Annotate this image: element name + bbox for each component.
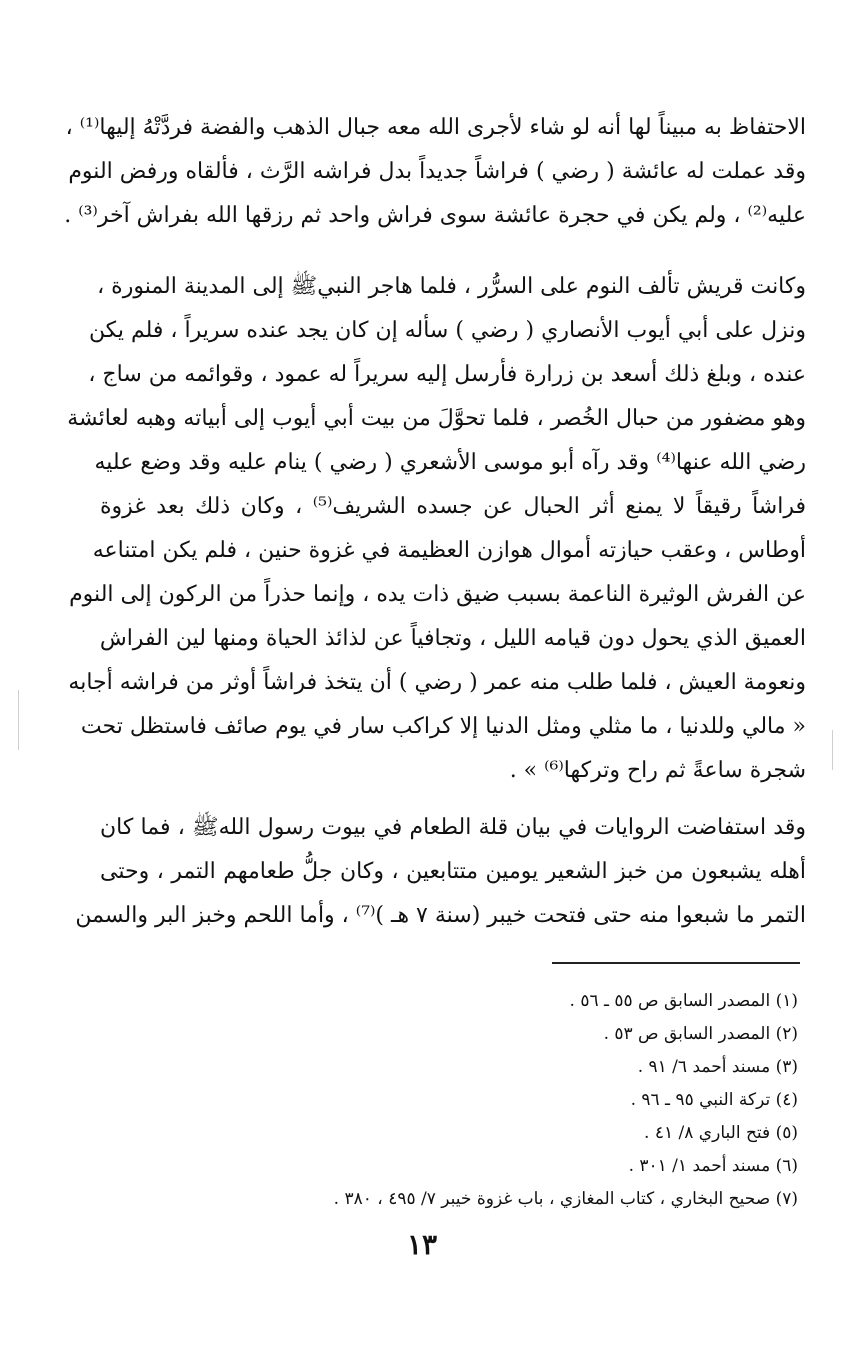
footnote-item: (٥) فتح الباري ٨/ ٤١ . <box>644 1123 798 1143</box>
text-line: الاحتفاظ به مبيناً لها أنه لو شاء لأجرى الله معه جبال الذهب والفضة فردَّتْهُ إليها⁽¹⁾ ، <box>65 115 806 140</box>
footnote-item: (١) المصدر السابق ص ٥٥ ـ ٥٦ . <box>569 991 798 1011</box>
text-line: أوطاس ، وعقب حيازته أموال هوازن العظيمة في غزوة حنين ، فلم يكن امتناعه <box>92 538 806 563</box>
footnote-item: (٤) تركة النبي ٩٥ ـ ٩٦ . <box>630 1090 798 1110</box>
text-line: شجرة ساعةً ثم راح وتركها⁽⁶⁾ » . <box>509 758 806 783</box>
paragraph-1 <box>64 106 806 238</box>
text-line: « مالي وللدنيا ، ما مثلي ومثل الدنيا إلا كراكب سار في يوم صائف فاستظل تحت <box>80 714 806 739</box>
footnote-item: (٢) المصدر السابق ص ٥٣ . <box>603 1024 798 1044</box>
text-line: رضي الله عنها⁽⁴⁾ وقد رآه أبو موسى الأشعري ( رضي ) ينام عليه وقد وضع عليه <box>94 450 806 475</box>
text-line: العميق الذي يحول دون قيامه الليل ، وتجافياً عن لذائذ الحياة ومنها لين الفراش <box>99 626 806 651</box>
text-line: وكانت قريش تألف النوم على السرُّر ، فلما هاجر النبيﷺ إلى المدينة المنورة ، <box>97 274 806 299</box>
text-line: عن الفرش الوثيرة الناعمة بسبب ضيق ذات يده ، وإنما حذراً من الركون إلى النوم <box>69 582 806 607</box>
paragraph-3 <box>75 806 806 938</box>
text-line: أهله يشبعون من خبز الشعير يومين متتابعين ، وكان جلُّ طعامهم التمر ، وحتى <box>100 859 806 884</box>
text-line: فراشاً رقيقاً لا يمنع أثر الحبال عن جسده الشريف⁽⁵⁾ ، وكان ذلك بعد غزوة <box>100 494 807 519</box>
text-line: عليه⁽²⁾ ، ولم يكن في حجرة عائشة سوى فراش واحد ثم رزقها الله بفراش آخر⁽³⁾ . <box>64 203 806 228</box>
scan-artifact <box>832 730 833 770</box>
text-line: وقد عملت له عائشة ( رضي ) فراشاً جديداً بدل فراشه الرَّث ، فألقاه ورفض النوم <box>68 159 806 184</box>
text-line: ونعومة العيش ، فلما طلب منه عمر ( رضي ) أن يتخذ فراشاً أوثر من فراشه أجابه <box>68 670 806 695</box>
footnote-item: (٦) مسند أحمد ١/ ٣٠١ . <box>628 1156 798 1176</box>
footnote-separator <box>552 962 800 964</box>
text-line: وهو مضفور من حبال الخُصر ، فلما تحوَّلَ من بيت أبي أيوب إلى أبياته وهبه لعائشة <box>67 406 806 431</box>
footnotes <box>334 985 798 1216</box>
paragraph-2 <box>67 265 807 793</box>
footnote-item: (٣) مسند أحمد ٦/ ٩١ . <box>637 1057 798 1077</box>
scan-artifact <box>18 690 19 750</box>
page-number: ١٣ <box>406 1228 438 1261</box>
text-line: وقد استفاضت الروايات في بيان قلة الطعام في بيوت رسول اللهﷺ ، فما كان <box>100 815 806 840</box>
text-line: ونزل على أبي أيوب الأنصاري ( رضي ) سأله إن كان يجد عنده سريراً ، فلم يكن <box>88 318 806 343</box>
text-line: عنده ، وبلغ ذلك أسعد بن زرارة فأرسل إليه سريراً له عمود ، وقوائمه من ساج ، <box>88 362 806 387</box>
text-line: التمر ما شبعوا منه حتى فتحت خيبر (سنة ٧ هـ )⁽⁷⁾ ، وأما اللحم وخبز البر والسمن <box>75 903 806 928</box>
footnote-item: (٧) صحيح البخاري ، كتاب المغازي ، باب غزوة خيبر ٧/ ٤٩٥ ، ٣٨٠ . <box>333 1189 798 1209</box>
